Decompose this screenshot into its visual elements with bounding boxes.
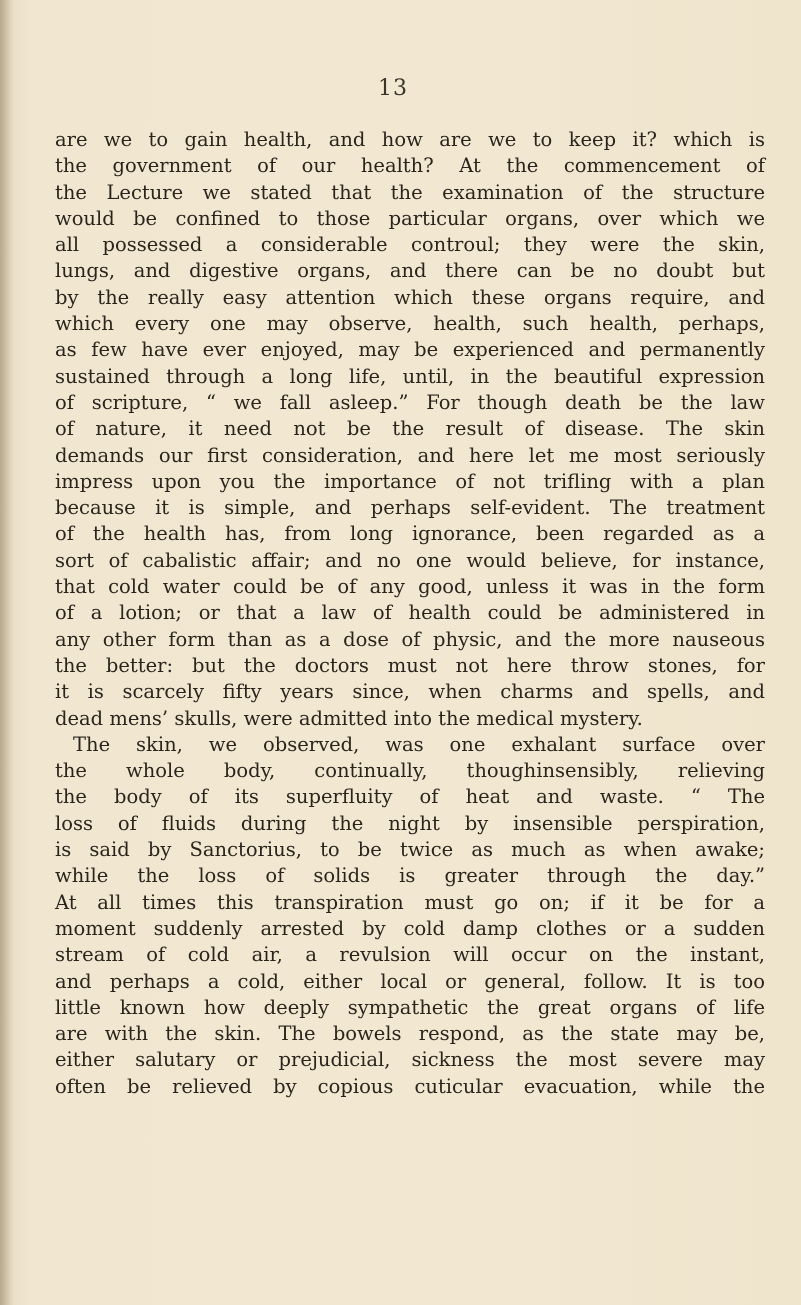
binding-shadow [0, 0, 14, 1305]
text-line: of a lotion; or that a law of health could be administered in [55, 601, 765, 625]
text-line: any other form than as a dose of physic, and the more nauseous [55, 627, 765, 651]
text-line: loss of fluids during the night by insensible perspiration, [55, 811, 765, 835]
text-line: and perhaps a cold, either local or general, follow. It is too [55, 969, 765, 993]
text-line: the better: but the doctors must not here throw stones, for [55, 653, 765, 677]
text-line: stream of cold air, a revulsion will occur on the instant, [55, 943, 765, 967]
text-line: that cold water could be of any good, unless it was in the form [55, 575, 765, 599]
page-number: 13 [378, 76, 408, 101]
text-line: by the really easy attention which these organs require, and [55, 285, 765, 309]
text-line: are we to gain health, and how are we to keep it? which is [55, 128, 765, 151]
text-line: often be relieved by copious cuticular evacuation, while the [55, 1074, 765, 1098]
text-line: the body of its superfluity of heat and waste. “ The [55, 785, 765, 809]
text-line: which every one may observe, health, such health, perhaps, [55, 312, 765, 336]
text-line: either salutary or prejudicial, sickness the most severe may [55, 1048, 765, 1072]
text-line: moment suddenly arrested by cold damp clothes or a sudden [55, 916, 765, 940]
text-line: impress upon you the importance of not trifling with a plan [55, 469, 765, 493]
text-line: lungs, and digestive organs, and there can be no doubt but [55, 259, 765, 283]
text-line: sort of cabalistic affair; and no one would believe, for instance, [55, 548, 765, 572]
text-line: as few have ever enjoyed, may be experienced and permanently [55, 338, 765, 362]
text-line: of the health has, from long ignorance, been regarded as a [55, 522, 765, 546]
text-line: of scripture, “ we fall asleep.” For though death be the law [55, 390, 765, 414]
text-line: while the loss of solids is greater through the day.” [55, 864, 765, 888]
text-line: because it is simple, and perhaps self-evident. The treatment [55, 496, 765, 520]
text-line: The skin, we observed, was one exhalant surface over [73, 732, 765, 756]
text-line: At all times this transpiration must go on; if it be for a [55, 890, 765, 914]
text-line: dead mens’ skulls, were admitted into the medical mystery. [55, 706, 643, 730]
text-line: of nature, it need not be the result of disease. The skin [55, 417, 765, 441]
text-line: the whole body, continually, thoughinsensibly, relieving [55, 759, 765, 783]
text-line: demands our first consideration, and here let me most seriously [55, 443, 765, 467]
text-line: all possessed a considerable controul; they were the skin, [55, 233, 765, 257]
text-line: the government of our health? At the commencement of [55, 154, 765, 178]
text-line: it is scarcely fifty years since, when charms and spells, and [55, 680, 765, 704]
text-line: would be confined to those particular organs, over which we [55, 206, 765, 230]
text-line: sustained through a long life, until, in the beautiful expression [55, 364, 765, 388]
body-text [55, 127, 765, 1100]
text-line: little known how deeply sympathetic the great organs of life [55, 995, 765, 1019]
text-line: are with the skin. The bowels respond, as the state may be, [55, 1022, 765, 1046]
text-line: is said by Sanctorius, to be twice as much as when awake; [55, 838, 765, 862]
text-line: the Lecture we stated that the examination of the structure [55, 180, 765, 204]
